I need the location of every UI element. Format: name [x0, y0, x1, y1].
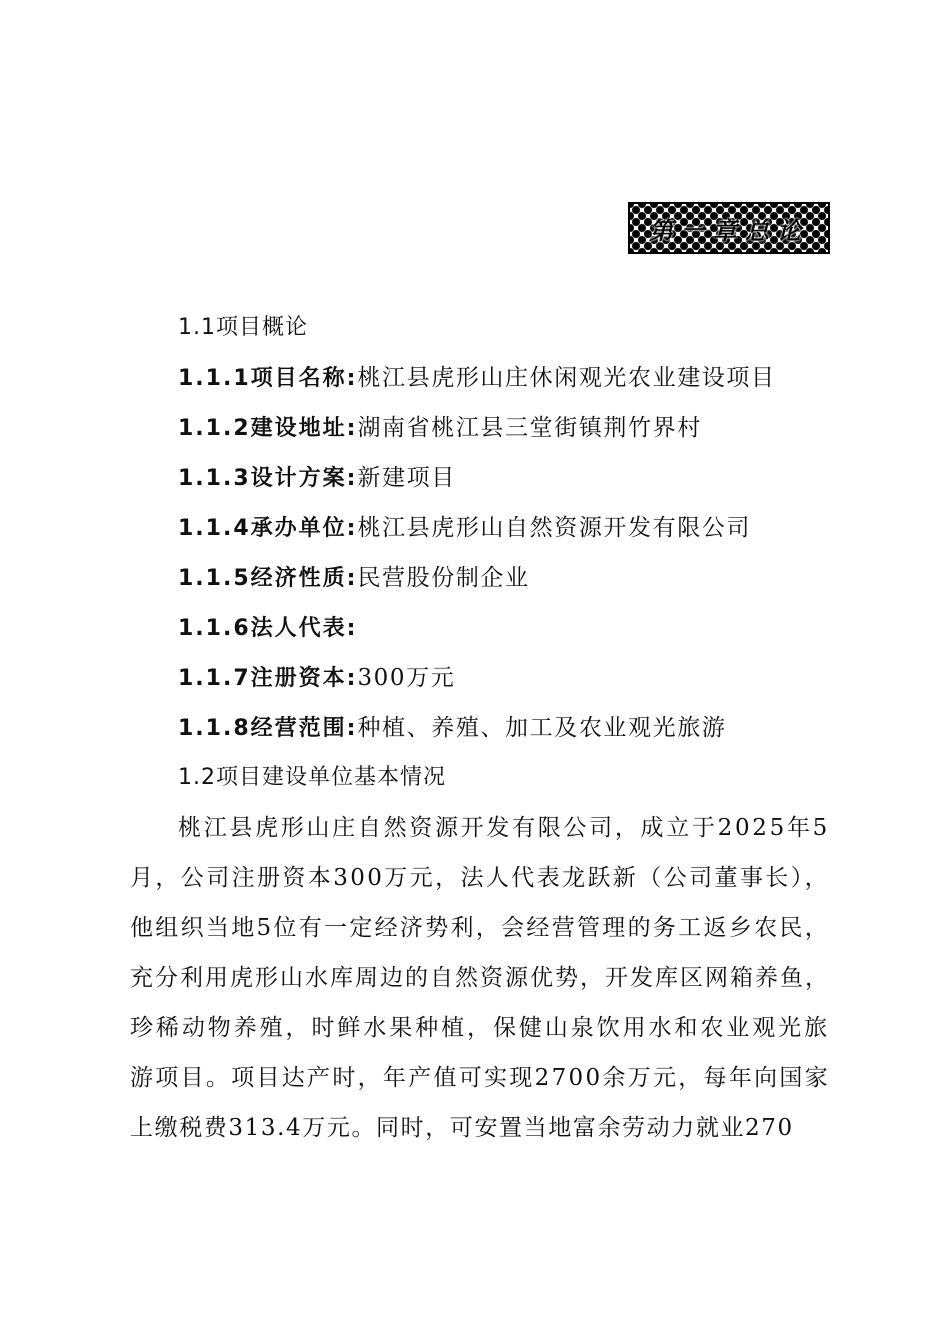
- item-label: 1.1.1项目名称:: [178, 366, 358, 391]
- paragraph-line: 桃江县虎形山庄自然资源开发有限公司，成立于2025年5: [178, 815, 830, 841]
- chapter-title: 第一章总论: [649, 215, 809, 245]
- item-value: 桃江县虎形山自然资源开发有限公司: [357, 515, 752, 541]
- item-build-address: [178, 413, 702, 444]
- paragraph-line: 上缴税费313.4万元。同时，可安置当地富余劳动力就业270: [130, 1115, 794, 1141]
- item-value: 桃江县虎形山庄休闲观光农业建设项目: [357, 365, 776, 391]
- item-label: 1.1.4承办单位:: [178, 516, 358, 541]
- item-economic-nature: [178, 563, 530, 594]
- item-value: 新建项目: [357, 465, 456, 491]
- item-design-plan: [178, 463, 456, 494]
- paragraph-line: 月，公司注册资本300万元，法人代表龙跃新（公司董事长），: [130, 865, 830, 891]
- section-heading-1-1: 1.1项目概论: [178, 315, 308, 340]
- paragraph-line: 他组织当地5位有一定经济势利，会经营管理的务工返乡农民，: [130, 915, 830, 941]
- paragraph-line: 充分利用虎形山水库周边的自然资源优势，开发库区网箱养鱼，: [130, 965, 830, 991]
- item-value: 种植、养殖、加工及农业观光旅游: [357, 715, 727, 741]
- section-heading-1-2: 1.2项目建设单位基本情况: [178, 765, 446, 790]
- item-label: 1.1.2建设地址:: [178, 416, 358, 441]
- chapter-title-badge: [628, 202, 830, 254]
- item-registered-capital: [178, 663, 455, 694]
- item-business-scope: [178, 713, 726, 744]
- item-label: 1.1.5经济性质:: [178, 566, 358, 591]
- item-undertaking-unit: [178, 513, 751, 544]
- paragraph-line: 游项目。项目达产时，年产值可实现2700余万元，每年向国家: [130, 1065, 830, 1091]
- item-value: 300万元: [357, 665, 456, 691]
- item-label: 1.1.7注册资本:: [178, 666, 358, 691]
- item-project-name: [178, 363, 776, 394]
- item-label: 1.1.6法人代表:: [178, 616, 358, 641]
- paragraph-line: 珍稀动物养殖，时鲜水果种植，保健山泉饮用水和农业观光旅: [130, 1015, 830, 1041]
- item-label: 1.1.8经营范围:: [178, 716, 358, 741]
- item-label: 1.1.3设计方案:: [178, 466, 358, 491]
- item-value: 民营股份制企业: [357, 565, 530, 591]
- item-legal-representative: [178, 613, 357, 644]
- item-value: 湖南省桃江县三堂街镇荆竹界村: [357, 415, 702, 441]
